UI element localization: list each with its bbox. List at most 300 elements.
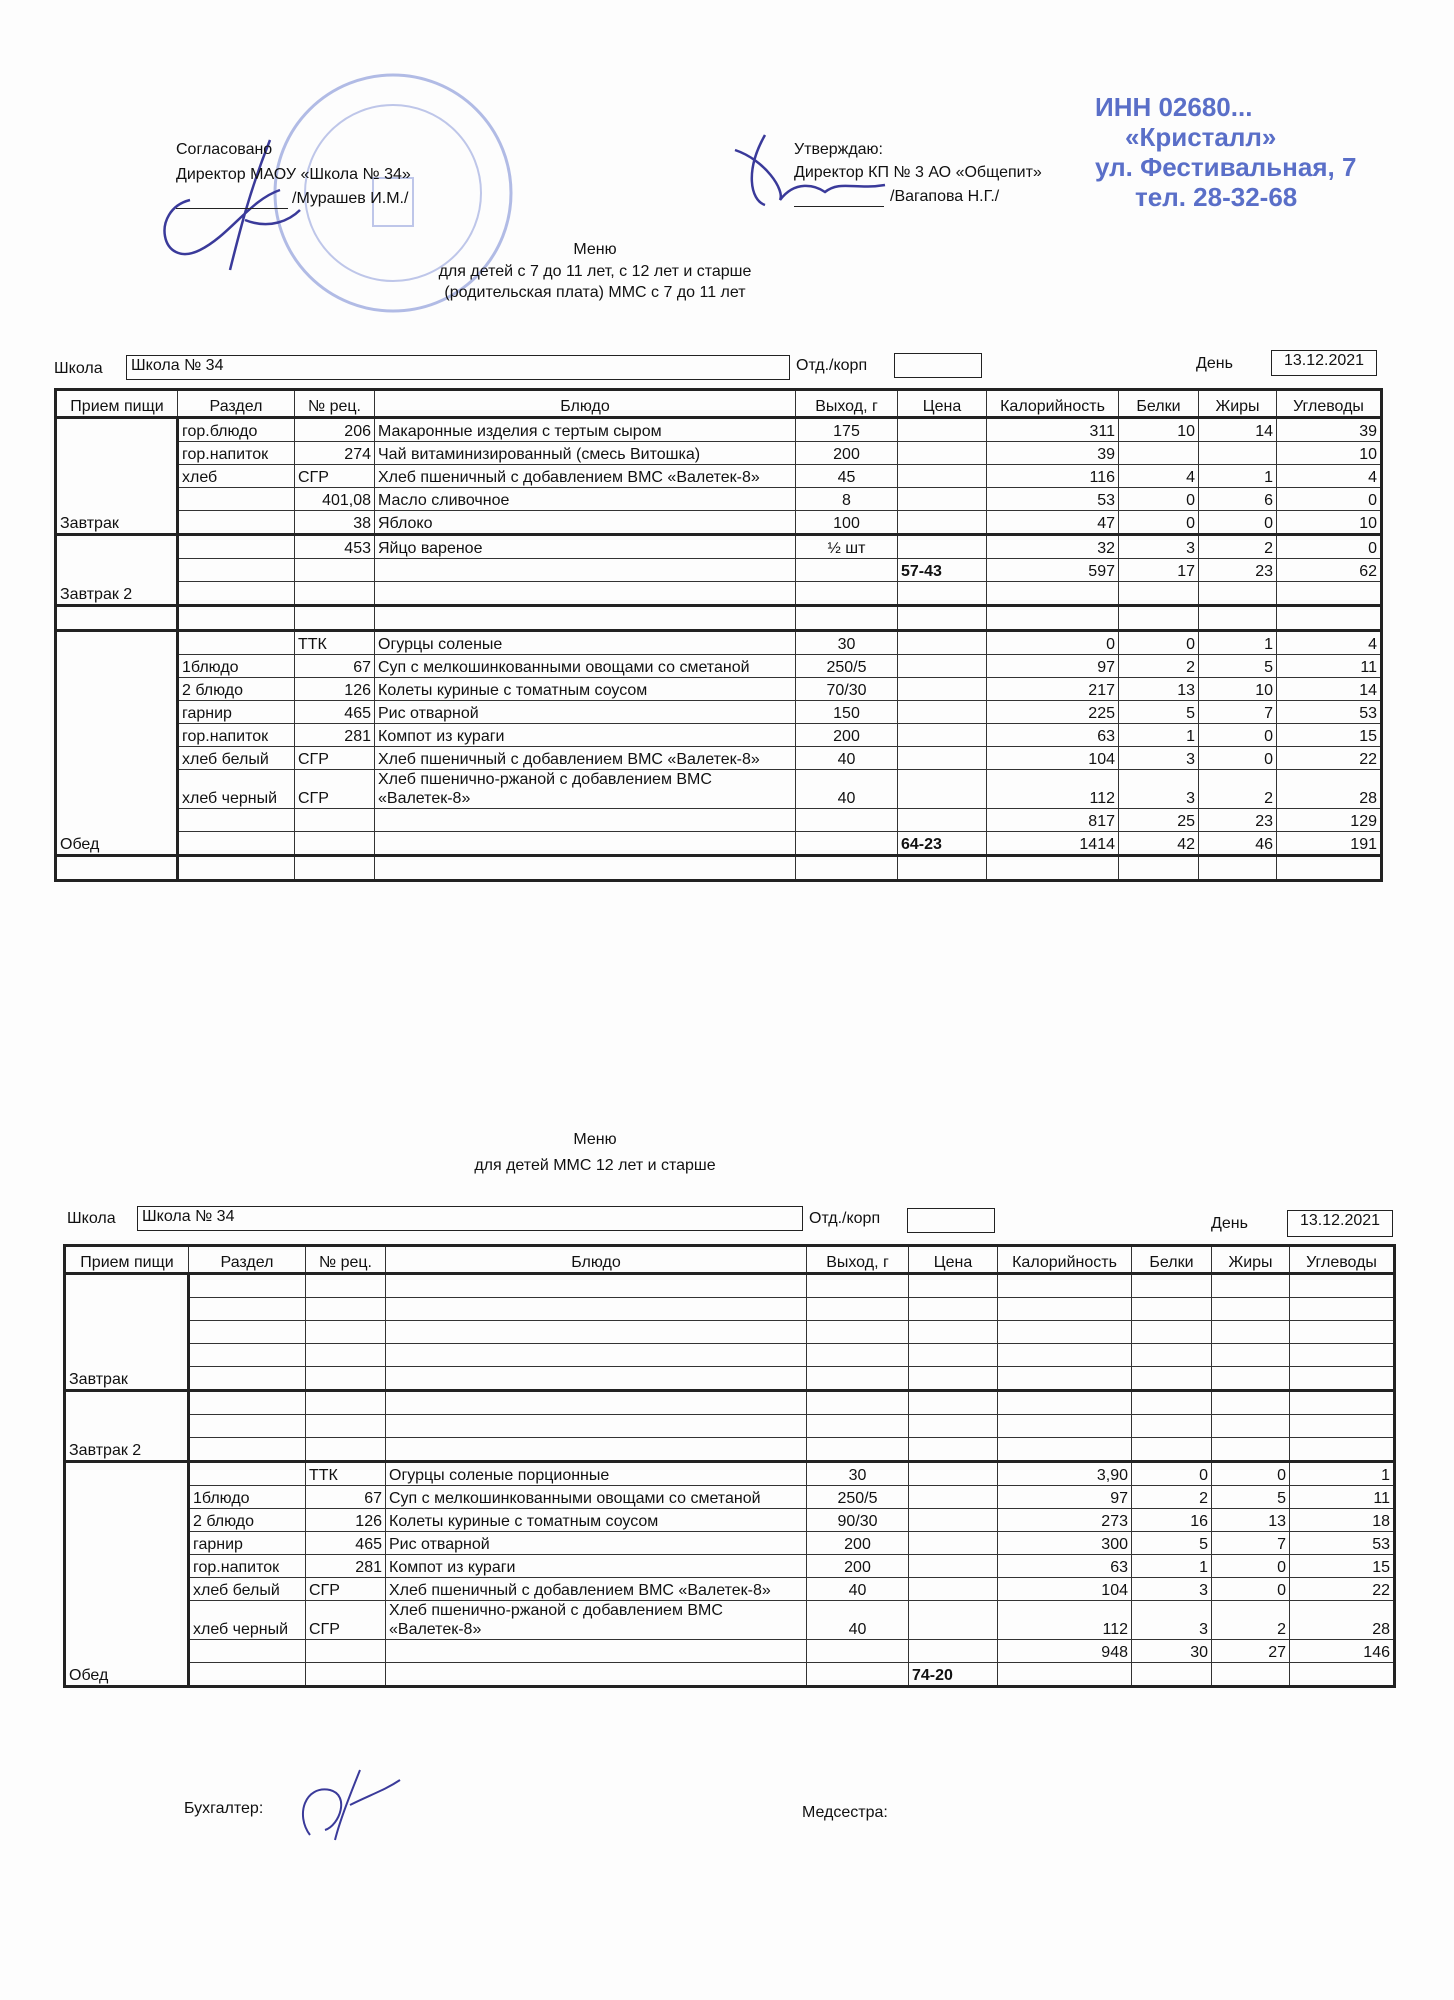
carbs-cell (1290, 1367, 1395, 1391)
column-header: Калорийность (998, 1246, 1132, 1274)
table-row (56, 809, 1382, 832)
table-row (65, 1438, 1395, 1462)
proteins-cell: 1 (1132, 1555, 1212, 1578)
recipe-number-cell (306, 1344, 386, 1367)
carbs-cell: 4 (1277, 465, 1382, 488)
recipe-number-cell (306, 1663, 386, 1687)
price-cell (898, 678, 987, 701)
fats-cell (1212, 1367, 1290, 1391)
calories-cell (998, 1274, 1132, 1298)
price-cell (909, 1486, 998, 1509)
menu2-subtitle1: для детей ММС 12 лет и старше (474, 1157, 716, 1174)
column-header: Жиры (1212, 1246, 1290, 1274)
yield-cell: 8 (796, 488, 898, 511)
recipe-number-cell (295, 856, 375, 881)
table-row (56, 631, 1382, 655)
nurse-label: Медсестра: (802, 1804, 888, 1821)
section-cell (189, 1321, 306, 1344)
table-row (56, 582, 1382, 606)
proteins-cell: 17 (1119, 559, 1199, 582)
proteins-cell: 4 (1119, 465, 1199, 488)
carbs-cell: 1 (1290, 1462, 1395, 1486)
section-cell (178, 631, 295, 655)
price-cell (909, 1367, 998, 1391)
yield-cell (807, 1274, 909, 1298)
fats-cell (1199, 856, 1277, 881)
proteins-cell (1119, 606, 1199, 631)
calories-cell (987, 582, 1119, 606)
recipe-number-cell (306, 1274, 386, 1298)
meal-cell (56, 606, 178, 631)
dish-cell (386, 1391, 807, 1415)
fats-cell: 14 (1199, 418, 1277, 442)
yield-cell: 150 (796, 701, 898, 724)
header-row (56, 390, 1382, 418)
price-cell (898, 809, 987, 832)
section-cell: 2 блюдо (178, 678, 295, 701)
meal-cell: Обед (65, 1462, 189, 1687)
yield-cell: ½ шт (796, 535, 898, 559)
section-cell (189, 1438, 306, 1462)
column-header: Белки (1119, 390, 1199, 418)
recipe-number-cell (306, 1640, 386, 1663)
yield-cell: 70/30 (796, 678, 898, 701)
dept-label: Отд./корп (809, 1210, 881, 1227)
proteins-cell (1132, 1415, 1212, 1438)
approval-left-signer: /Мурашев И.М./ (292, 190, 409, 207)
yield-cell (807, 1391, 909, 1415)
table-row (56, 535, 1382, 559)
recipe-number-cell (306, 1298, 386, 1321)
table-row (65, 1555, 1395, 1578)
menu1-subtitle1: для детей с 7 до 11 лет, с 12 лет и старше (438, 263, 752, 280)
calories-cell: 53 (987, 488, 1119, 511)
yield-cell: 200 (807, 1555, 909, 1578)
table-row (56, 511, 1382, 535)
calories-cell (998, 1344, 1132, 1367)
dish-cell (375, 606, 796, 631)
section-cell (189, 1640, 306, 1663)
dish-cell (386, 1367, 807, 1391)
fats-cell: 10 (1199, 678, 1277, 701)
stamp-line: «Кристалл» (1125, 122, 1277, 152)
section-cell (178, 856, 295, 881)
yield-cell: 40 (807, 1578, 909, 1601)
yield-cell (796, 606, 898, 631)
carbs-cell: 11 (1277, 655, 1382, 678)
menu1-subtitle2: (родительская плата) ММС с 7 до 11 лет (444, 284, 746, 301)
date-field: 13.12.2021 (1271, 350, 1377, 376)
fats-cell: 0 (1212, 1555, 1290, 1578)
yield-cell: 200 (796, 442, 898, 465)
proteins-cell: 10 (1119, 418, 1199, 442)
recipe-number-cell (306, 1391, 386, 1415)
price-cell (898, 488, 987, 511)
carbs-cell: 18 (1290, 1509, 1395, 1532)
price-cell (898, 418, 987, 442)
price-cell (898, 535, 987, 559)
stamp-line: ИНН 02680... (1095, 92, 1253, 122)
table-row (65, 1601, 1395, 1640)
table-row (56, 770, 1382, 809)
signature-line-left (176, 190, 288, 209)
column-header: Цена (909, 1246, 998, 1274)
carbs-cell: 15 (1277, 724, 1382, 747)
school-field: Школа № 34 (126, 355, 790, 380)
column-header: Раздел (178, 390, 295, 418)
recipe-number-cell: 67 (295, 655, 375, 678)
fats-cell: 1 (1199, 465, 1277, 488)
section-cell (189, 1298, 306, 1321)
price-cell (909, 1415, 998, 1438)
rectangular-stamp-right (1095, 92, 1356, 212)
dish-cell: Хлеб пшенично-ржаной с добавлением ВМС «Валетек-8» (386, 1601, 807, 1640)
recipe-number-cell: ТТК (295, 631, 375, 655)
section-cell: хлеб черный (178, 770, 295, 809)
school-label: Школа (54, 360, 103, 377)
meal-cell: Завтрак (56, 418, 178, 535)
carbs-cell (1290, 1415, 1395, 1438)
fats-cell: 0 (1212, 1462, 1290, 1486)
price-cell (898, 856, 987, 881)
price-cell (909, 1438, 998, 1462)
dish-cell: Хлеб пшеничный с добавлением ВМС «Валетек-8» (386, 1578, 807, 1601)
dish-cell: Хлеб пшеничный с добавлением ВМС «Валетек-8» (375, 747, 796, 770)
proteins-cell (1132, 1344, 1212, 1367)
dish-cell: Рис отварной (375, 701, 796, 724)
recipe-number-cell (306, 1438, 386, 1462)
table-row (56, 701, 1382, 724)
table-row (65, 1486, 1395, 1509)
section-cell: гор.напиток (178, 442, 295, 465)
section-cell: гор.напиток (189, 1555, 306, 1578)
recipe-number-cell: СГР (295, 465, 375, 488)
calories-cell (998, 1298, 1132, 1321)
price-cell (898, 770, 987, 809)
column-header: Белки (1132, 1246, 1212, 1274)
yield-cell (807, 1298, 909, 1321)
fats-cell (1212, 1298, 1290, 1321)
calories-cell (998, 1321, 1132, 1344)
approval-left-position: Директор МАОУ «Школа № 34» (176, 166, 411, 183)
meal-cell: Завтрак (65, 1274, 189, 1391)
dish-cell: Огурцы соленые (375, 631, 796, 655)
table-row (56, 606, 1382, 631)
yield-cell: 30 (807, 1462, 909, 1486)
proteins-cell (1132, 1391, 1212, 1415)
carbs-cell: 53 (1290, 1532, 1395, 1555)
fats-cell (1199, 442, 1277, 465)
proteins-cell (1132, 1438, 1212, 1462)
dish-cell: Колеты куриные с томатным соусом (386, 1509, 807, 1532)
yield-cell (807, 1321, 909, 1344)
price-cell (898, 511, 987, 535)
calories-cell: 311 (987, 418, 1119, 442)
dish-cell (375, 809, 796, 832)
section-cell: хлеб белый (189, 1578, 306, 1601)
table-row (65, 1509, 1395, 1532)
dish-cell: Колеты куриные с томатным соусом (375, 678, 796, 701)
yield-cell: 45 (796, 465, 898, 488)
carbs-cell: 10 (1277, 511, 1382, 535)
column-header: Цена (898, 390, 987, 418)
fats-cell: 2 (1199, 535, 1277, 559)
dish-cell (386, 1640, 807, 1663)
price-cell: 57-43 (898, 559, 987, 582)
fats-cell (1212, 1344, 1290, 1367)
column-header: Жиры (1199, 390, 1277, 418)
stamp-line: тел. 28-32-68 (1135, 182, 1298, 212)
dish-cell (375, 582, 796, 606)
dish-cell (386, 1415, 807, 1438)
fats-cell (1199, 582, 1277, 606)
proteins-cell: 0 (1119, 511, 1199, 535)
carbs-cell: 15 (1290, 1555, 1395, 1578)
recipe-number-cell: 465 (295, 701, 375, 724)
proteins-cell: 0 (1119, 488, 1199, 511)
price-cell (909, 1274, 998, 1298)
header-row (65, 1246, 1395, 1274)
price-cell (909, 1344, 998, 1367)
table-row (56, 418, 1382, 442)
price-cell (909, 1532, 998, 1555)
section-cell (178, 606, 295, 631)
carbs-cell: 22 (1277, 747, 1382, 770)
proteins-cell (1119, 442, 1199, 465)
recipe-number-cell: 465 (306, 1532, 386, 1555)
section-cell: 2 блюдо (189, 1509, 306, 1532)
yield-cell (796, 832, 898, 856)
section-cell: 1блюдо (189, 1486, 306, 1509)
calories-cell: 225 (987, 701, 1119, 724)
calories-cell: 112 (998, 1601, 1132, 1640)
price-cell (898, 582, 987, 606)
dish-cell: Рис отварной (386, 1532, 807, 1555)
recipe-number-cell: СГР (306, 1578, 386, 1601)
recipe-number-cell (295, 559, 375, 582)
column-header: Углеводы (1277, 390, 1382, 418)
yield-cell: 90/30 (807, 1509, 909, 1532)
calories-cell (987, 606, 1119, 631)
proteins-cell (1119, 856, 1199, 881)
price-cell (909, 1321, 998, 1344)
recipe-number-cell: СГР (295, 747, 375, 770)
dept-field (907, 1208, 995, 1233)
menu1-table (54, 388, 1383, 882)
carbs-cell (1290, 1344, 1395, 1367)
dish-cell (375, 832, 796, 856)
yield-cell (796, 582, 898, 606)
yield-cell (807, 1663, 909, 1687)
dish-cell: Яблоко (375, 511, 796, 535)
recipe-number-cell: 126 (295, 678, 375, 701)
recipe-number-cell: 281 (295, 724, 375, 747)
proteins-cell: 3 (1119, 747, 1199, 770)
fats-cell (1212, 1438, 1290, 1462)
dish-cell (386, 1663, 807, 1687)
carbs-cell: 39 (1277, 418, 1382, 442)
table-row (65, 1298, 1395, 1321)
approval-right-title: Утверждаю: (794, 141, 883, 158)
recipe-number-cell: 281 (306, 1555, 386, 1578)
calories-cell: 63 (998, 1555, 1132, 1578)
price-cell (909, 1578, 998, 1601)
section-cell (178, 488, 295, 511)
calories-cell: 948 (998, 1640, 1132, 1663)
calories-cell (987, 856, 1119, 881)
column-header: Выход, г (807, 1246, 909, 1274)
section-cell (189, 1391, 306, 1415)
section-cell (178, 511, 295, 535)
section-cell: 1блюдо (178, 655, 295, 678)
table-row (56, 559, 1382, 582)
price-cell (898, 701, 987, 724)
dish-cell: Хлеб пшеничный с добавлением ВМС «Валетек-8» (375, 465, 796, 488)
yield-cell (807, 1344, 909, 1367)
carbs-cell: 0 (1277, 535, 1382, 559)
calories-cell: 3,90 (998, 1462, 1132, 1486)
table-row (65, 1367, 1395, 1391)
signature-line-right (794, 188, 884, 207)
carbs-cell (1290, 1391, 1395, 1415)
yield-cell: 40 (796, 770, 898, 809)
proteins-cell (1132, 1663, 1212, 1687)
calories-cell: 47 (987, 511, 1119, 535)
proteins-cell: 0 (1132, 1462, 1212, 1486)
calories-cell: 597 (987, 559, 1119, 582)
carbs-cell (1290, 1274, 1395, 1298)
section-cell (189, 1415, 306, 1438)
column-header: Блюдо (386, 1246, 807, 1274)
carbs-cell (1290, 1438, 1395, 1462)
carbs-cell: 11 (1290, 1486, 1395, 1509)
fats-cell: 0 (1199, 747, 1277, 770)
fats-cell: 13 (1212, 1509, 1290, 1532)
day-label: День (1211, 1215, 1248, 1232)
table-row (65, 1274, 1395, 1298)
table-row (56, 724, 1382, 747)
column-header: Раздел (189, 1246, 306, 1274)
yield-cell (807, 1415, 909, 1438)
yield-cell: 175 (796, 418, 898, 442)
calories-cell: 217 (987, 678, 1119, 701)
recipe-number-cell: СГР (306, 1601, 386, 1640)
price-cell (898, 465, 987, 488)
school-label: Школа (67, 1210, 116, 1227)
calories-cell: 273 (998, 1509, 1132, 1532)
carbs-cell: 28 (1290, 1601, 1395, 1640)
column-header: № рец. (295, 390, 375, 418)
menu2-table (63, 1244, 1396, 1688)
calories-cell: 97 (987, 655, 1119, 678)
table-row (65, 1321, 1395, 1344)
proteins-cell: 3 (1132, 1601, 1212, 1640)
price-cell (898, 655, 987, 678)
recipe-number-cell (295, 606, 375, 631)
calories-cell: 300 (998, 1532, 1132, 1555)
yield-cell: 40 (796, 747, 898, 770)
calories-cell: 97 (998, 1486, 1132, 1509)
fats-cell: 2 (1212, 1601, 1290, 1640)
yield-cell: 250/5 (796, 655, 898, 678)
fats-cell: 1 (1199, 631, 1277, 655)
dish-cell (386, 1321, 807, 1344)
fats-cell: 46 (1199, 832, 1277, 856)
carbs-cell: 14 (1277, 678, 1382, 701)
section-cell (189, 1462, 306, 1486)
yield-cell: 250/5 (807, 1486, 909, 1509)
calories-cell: 39 (987, 442, 1119, 465)
recipe-number-cell (295, 582, 375, 606)
column-header: № рец. (306, 1246, 386, 1274)
fats-cell: 23 (1199, 559, 1277, 582)
carbs-cell (1277, 606, 1382, 631)
column-header: Блюдо (375, 390, 796, 418)
fats-cell (1212, 1274, 1290, 1298)
table-row (56, 655, 1382, 678)
recipe-number-cell: 38 (295, 511, 375, 535)
carbs-cell: 22 (1290, 1578, 1395, 1601)
section-cell: гор.напиток (178, 724, 295, 747)
table-row (65, 1391, 1395, 1415)
calories-cell: 32 (987, 535, 1119, 559)
yield-cell (807, 1640, 909, 1663)
dish-cell (375, 856, 796, 881)
dept-field (894, 353, 982, 378)
section-cell (189, 1344, 306, 1367)
yield-cell: 30 (796, 631, 898, 655)
dish-cell: Компот из кураги (386, 1555, 807, 1578)
fats-cell: 5 (1212, 1486, 1290, 1509)
yield-cell: 40 (807, 1601, 909, 1640)
column-header: Прием пищи (56, 390, 178, 418)
dish-cell: Суп с мелкошинкованными овощами со сметаной (386, 1486, 807, 1509)
table-row (56, 747, 1382, 770)
carbs-cell: 4 (1277, 631, 1382, 655)
section-cell (178, 809, 295, 832)
proteins-cell (1119, 582, 1199, 606)
fats-cell (1199, 606, 1277, 631)
fats-cell (1212, 1663, 1290, 1687)
table-row (56, 832, 1382, 856)
menu1-title: Меню (573, 241, 617, 258)
section-cell (178, 559, 295, 582)
section-cell (189, 1663, 306, 1687)
table-row (65, 1532, 1395, 1555)
recipe-number-cell: СГР (295, 770, 375, 809)
calories-cell (998, 1663, 1132, 1687)
approval-right-position: Директор КП № 3 АО «Общепит» (794, 164, 1042, 181)
table-row (56, 442, 1382, 465)
calories-cell: 104 (987, 747, 1119, 770)
section-cell: хлеб (178, 465, 295, 488)
proteins-cell (1132, 1298, 1212, 1321)
proteins-cell: 3 (1132, 1578, 1212, 1601)
fats-cell: 6 (1199, 488, 1277, 511)
table-row (56, 465, 1382, 488)
section-cell (189, 1367, 306, 1391)
price-cell (898, 631, 987, 655)
dish-cell: Яйцо вареное (375, 535, 796, 559)
recipe-number-cell (306, 1415, 386, 1438)
section-cell: гор.блюдо (178, 418, 295, 442)
section-cell (189, 1274, 306, 1298)
dept-label: Отд./корп (796, 357, 868, 374)
proteins-cell: 30 (1132, 1640, 1212, 1663)
fats-cell (1212, 1391, 1290, 1415)
carbs-cell (1277, 856, 1382, 881)
meal-cell: Завтрак 2 (65, 1391, 189, 1462)
